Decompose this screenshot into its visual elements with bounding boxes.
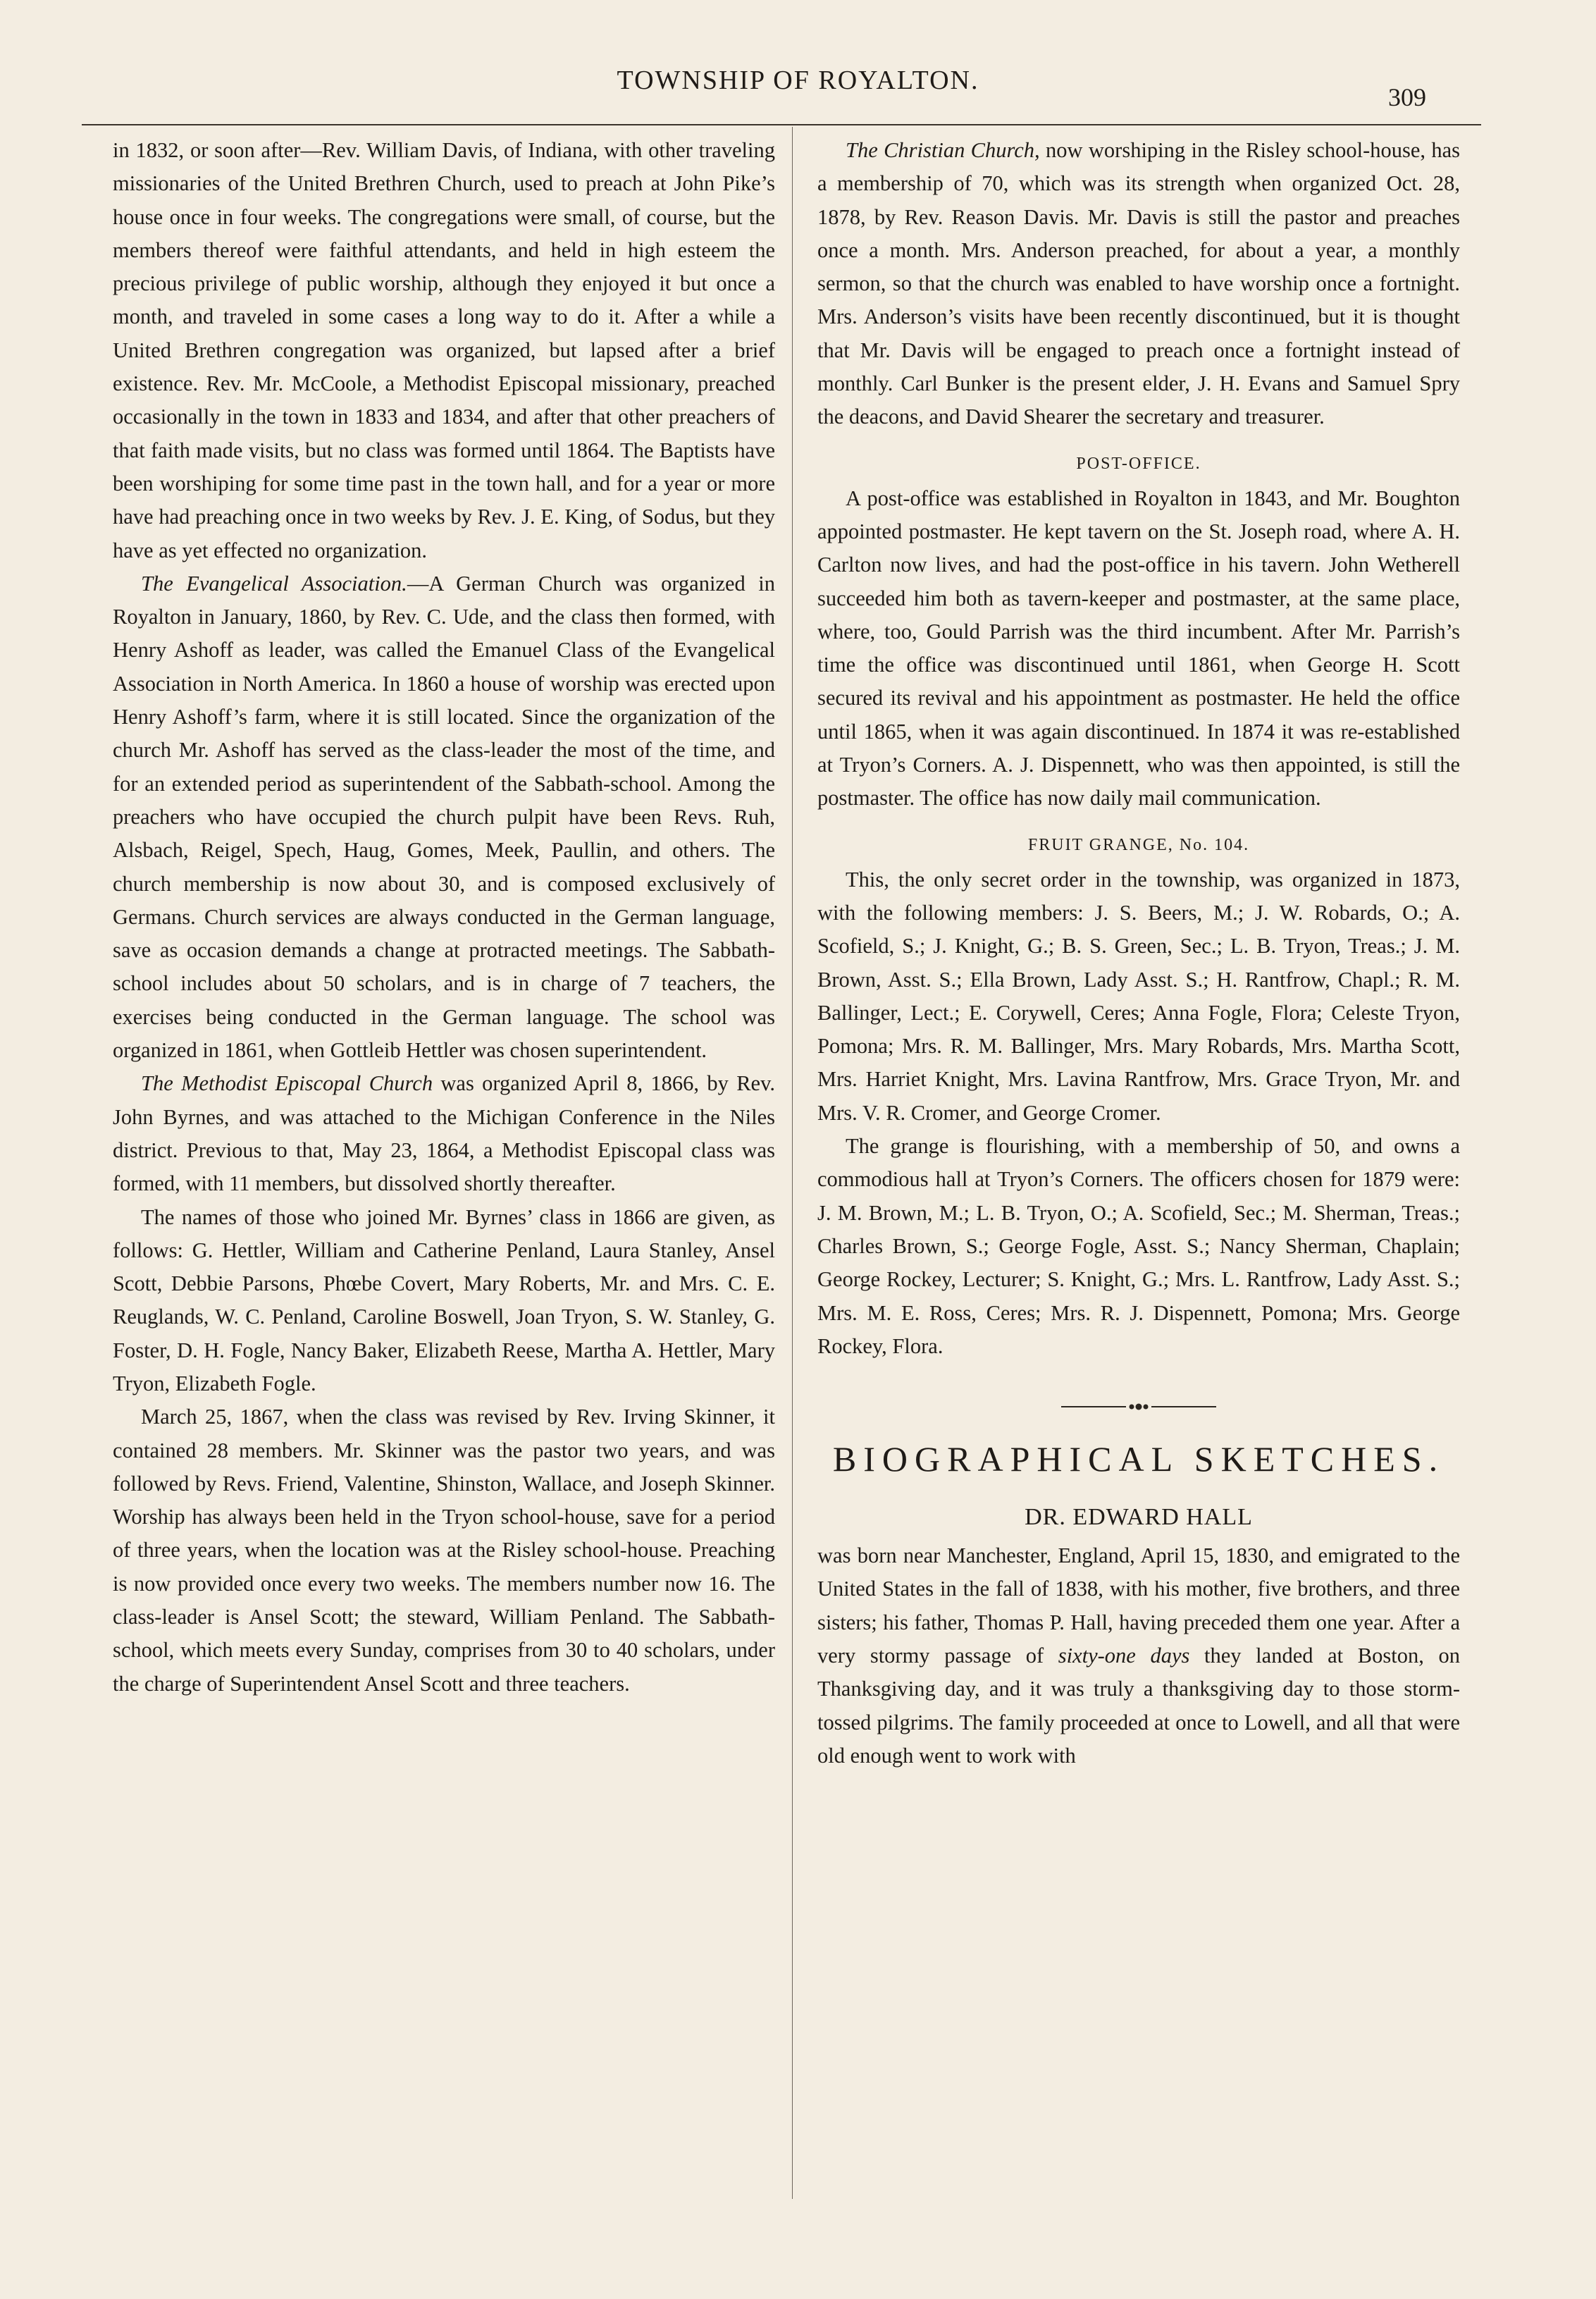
text-christian-church: now worshiping in the Risley school-house, has a membership of 70, which was its strength when organized Oct. 28, 1878, by Rev. Reason Davis. Mr. Davis is still the pastor and preaches once a month. Mrs. Anderson preached, for about a year, a monthly sermon, so that the church was enabled to have worship once a fortnight. Mrs. Anderson’s visits have been recently discontinued, but it is thought that Mr. Davis will be engaged to preach once a fortnight instead of monthly. Carl Bunker is the present elder, J. H. Evans and Samuel Spry the deacons, and David Shearer the secretary and treasurer. [817, 138, 1461, 429]
heading-person-name: DR. EDWARD HALL [1025, 1504, 1253, 1531]
heading-fruit-grange: FRUIT GRANGE, No. 104. [1027, 835, 1250, 854]
heading-post-office: POST-OFFICE. [1076, 454, 1201, 473]
ornament-divider [817, 1400, 1460, 1421]
running-title: TOWNSHIP OF ROYALTON. [617, 66, 979, 95]
paragraph-edward-hall-bio [817, 1539, 1460, 1773]
left-column [113, 134, 775, 1701]
paragraph-grange-officers: The grange is flourishing, with a membership of 50, and owns a commodious hall at Tryon’s Corners. The officers chosen for 1879 were: J. M. Brown, M.; L. B. Tryon, O.; A. Scofield, Sec.; M. Sherman, Treas.; Charles Brown, S.; George Fogle, Asst. S.; Nancy Sherman, Chaplain; George Rockey, Lecturer; S. Knight, G.; Mrs. L. Rantfrow, Lady Asst. S.; Mrs. M. E. Ross, Ceres; Mrs. R. J. Dispennett, Pomona; Mrs. George Rockey, Flora. [817, 1134, 1460, 1358]
header-rule [82, 124, 1481, 125]
text-bio-part-b: they landed at Boston, on Thanksgiving day, and it was truly a thanksgiving day to those storm-tossed pilgrims. The family proceeded at once to Lowell, and all that were old enough went to work with [817, 1643, 1460, 1768]
paragraph-class-revision: March 25, 1867, when the class was revised by Rev. Irving Skinner, it contained 28 members. Mr. Skinner was the pastor two years, and was followed by Revs. Friend, Valentine, Shinston, Wallace, and Joseph Skinner. Worship has always been held in the Tryon school-house, save for a period of three years, when the location was at the Risley school-house. Preaching is now provided once every two weeks. The members number now 16. The class-leader is Ansel Scott; the steward, William Penland. The Sabbath-school, which meets every Sunday, comprises from 30 to 40 scholars, under the charge of Superintendent Ansel Scott and three teachers. [113, 1405, 775, 1696]
heading-biographical-sketches: BIOGRAPHICAL SKETCHES. [832, 1439, 1445, 1479]
heading-methodist-episcopal: The Methodist Episcopal Church [141, 1071, 433, 1096]
paragraph-christian-church [817, 134, 1460, 434]
text-bio-emphasis: sixty-one days [1058, 1643, 1190, 1668]
page-number: 309 [1388, 83, 1426, 111]
text-evangelical-association: —A German Church was organized in Royalton in January, 1860, by Rev. C. Ude, and the class then formed, with Henry Ashoff as leader, was called the Emanuel Class of the Evangelical Association in North America. In 1860 a house of worship was erected upon Henry Ashoff’s farm, where it is still located. Since the organization of the church Mr. Ashoff has served as the class-leader the most of the time, and for an extended period as superintendent of the Sabbath-school. Among the preachers who have occupied the church pulpit have been Revs. Ruh, Alsbach, Reigel, Spech, Haug, Gomes, Meek, Paullin, and others. The church membership is now about 30, and is composed exclusively of Germans. Church services are always conducted in the German language, save as occasion demands a change at protracted meetings. The Sabbath-school includes about 50 scholars, and is in charge of 7 teachers, the exercises being conducted in the German language. The school was organized in 1861, when Gottleib Hettler was chosen superintendent. [113, 571, 775, 1063]
paragraph-methodist-episcopal [113, 1067, 775, 1200]
paragraph-early-missionaries: in 1832, or soon after—Rev. William Davis, of Indiana, with other traveling missionaries of the United Brethren Church, used to preach at John Pike’s house once in four weeks. The congregations were small, of course, but the members thereof were faithful attendants, and held in high esteem the precious privilege of public worship, although they enjoyed it but once a month, and traveled in some cases a long way to do it. After a while a United Brethren congregation was organized, but lapsed after a brief existence. Rev. Mr. McCoole, a Methodist Episcopal missionary, preached occasionally in the town in 1833 and 1834, and after that other preachers of that faith made visits, but no class was formed until 1864. The Baptists have been worshiping for some time past in the town hall, and for a year or more have had preaching once in two weeks by Rev. J. E. King, of Sodus, but they have as yet effected no organization. [113, 138, 775, 562]
text-bio-part-a: was born near Manchester, England, April 15, 1830, and emigrated to the United States in the fall of 1838, with his mother, five brothers, and three sisters; his father, Thomas P. Hall, having preceded them one year. After a very stormy passage of [817, 1543, 1460, 1668]
paragraph-grange-founding: This, the only secret order in the township, was organized in 1873, with the following members: J. S. Beers, M.; J. W. Robards, O.; A. Scofield, S.; J. Knight, G.; B. S. Green, Sec.; L. B. Tryon, Treas.; J. M. Brown, Asst. S.; Ella Brown, Lady Asst. S.; H. Rantfrow, Chapl.; R. M. Ballinger, Lect.; E. Corywell, Ceres; Anna Fogle, Flora; Celeste Tryon, Pomona; Mrs. R. M. Ballinger, Mrs. Mary Robards, Mrs. Martha Scott, Mrs. Harriet Knight, Mrs. Lavina Rantfrow, Mrs. Grace Tryon, Mr. and Mrs. V. R. Cromer, and George Cromer. [817, 867, 1460, 1125]
heading-evangelical-association: The Evangelical Association. [141, 571, 407, 596]
heading-christian-church: The Christian Church, [846, 138, 1040, 162]
ornament-rule-icon [1061, 1400, 1216, 1414]
paragraph-byrnes-class-members: The names of those who joined Mr. Byrnes’ class in 1866 are given, as follows: G. Hettler, William and Catherine Penland, Laura Stanley, Ansel Scott, Debbie Parsons, Phœbe Covert, Mary Roberts, Mr. and Mrs. C. E. Reuglands, W. C. Penland, Caroline Boswell, Joan Tryon, S. W. Stanley, G. Foster, D. H. Fogle, Nancy Baker, Elizabeth Reese, Martha A. Hettler, Mary Tryon, Elizabeth Fogle. [113, 1204, 775, 1395]
paragraph-post-office: A post-office was established in Royalton in 1843, and Mr. Boughton appointed postmaster. He kept tavern on the St. Joseph road, where A. H. Carlton now lives, and had the post-office in his tavern. John Wetherell succeeded him both as tavern-keeper and postmaster, at the same place, where, too, Gould Parrish was the third incumbent. After Mr. Parrish’s time the office was discontinued until 1861, when George H. Scott secured its revival and his appointment as postmaster. He held the office until 1865, when it was again discontinued. In 1874 it was re-established at Tryon’s Corners. A. J. Dispennett, who was then appointed, is still the postmaster. The office has now daily mail communication. [817, 486, 1460, 810]
text-methodist-episcopal: was organized April 8, 1866, by Rev. John Byrnes, and was attached to the Michigan Conference in the Niles district. Previous to that, May 23, 1864, a Methodist Episcopal class was formed, with 11 members, but dissolved shortly thereafter. [113, 1071, 775, 1196]
right-column [817, 134, 1460, 1773]
paragraph-evangelical-association [113, 567, 775, 1067]
column-divider [792, 127, 793, 2199]
